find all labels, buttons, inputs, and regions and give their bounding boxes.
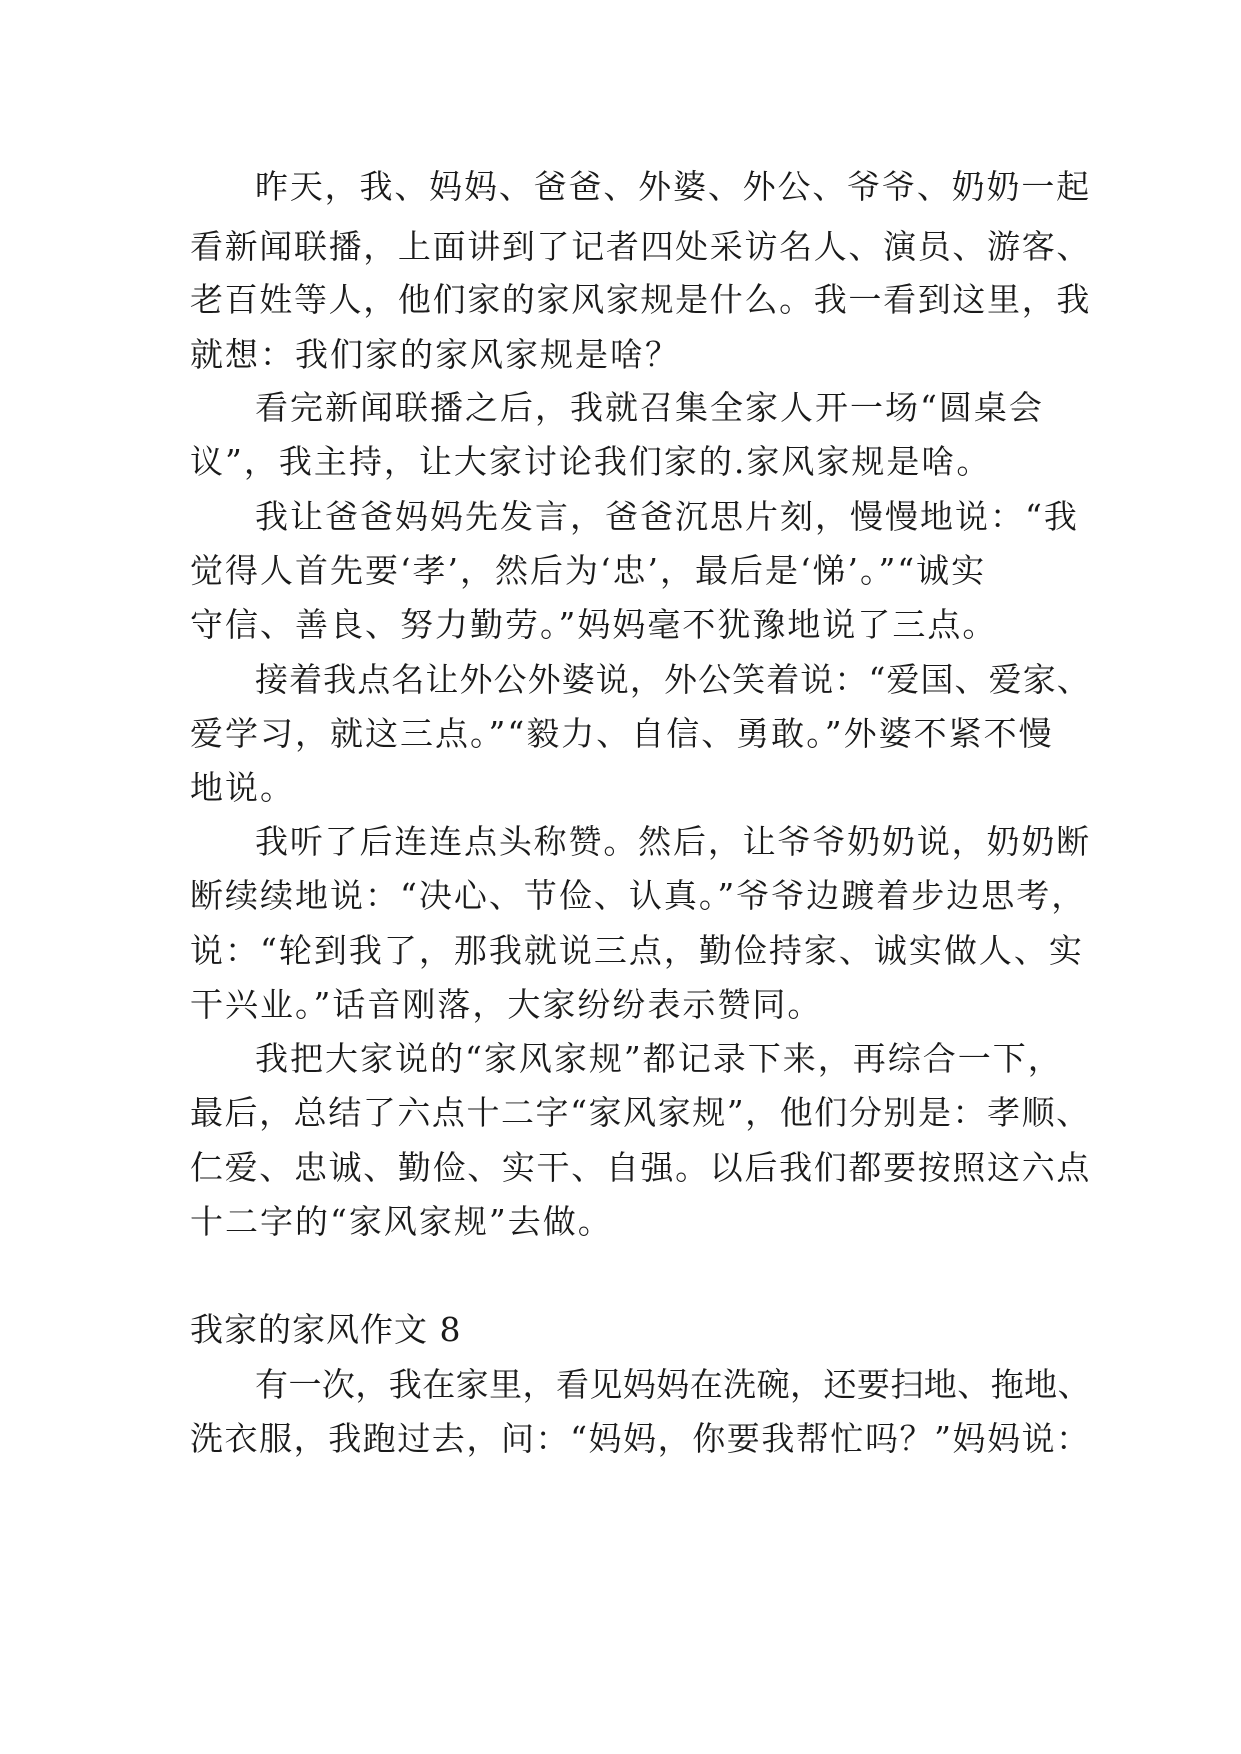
paragraph-4-line-2: 爱学习，就这三点。”“毅力、自信、勇敢。”外婆不紧不慢 xyxy=(190,714,1054,753)
paragraph-6-line-1: 我把大家说的“家风家规”都记录下来，再综合一下， xyxy=(255,1039,1063,1078)
paragraph-5-line-4: 干兴业。”话音刚落，大家纷纷表示赞同。 xyxy=(190,985,823,1024)
paragraph-4-line-1: 接着我点名让外公外婆说，外公笑着说：“爱国、爱家、 xyxy=(255,660,1091,699)
paragraph-5-line-3: 说：“轮到我了，那我就说三点，勤俭持家、诚实做人、实 xyxy=(190,931,1084,970)
paragraph-1-line-4: 就想：我们家的家风家规是啥？ xyxy=(190,335,680,374)
paragraph-1-line-3: 老百姓等人，他们家的家风家规是什么。我一看到这里，我 xyxy=(190,280,1091,319)
paragraph-4-line-3: 地说。 xyxy=(190,768,295,807)
section-title: 我家的家风作文 8 xyxy=(190,1310,462,1349)
paragraph-1-line-1: 昨天，我、妈妈、爸爸、外婆、外公、爷爷、奶奶一起 xyxy=(255,167,1091,206)
paragraph-2-line-2: 议”，我主持，让大家讨论我们家的.家风家规是啥。 xyxy=(190,442,992,481)
paragraph-6-line-2: 最后，总结了六点十二字“家风家规”，他们分别是：孝顺、 xyxy=(190,1093,1091,1132)
paragraph-3-line-3: 守信、善良、努力勤劳。”妈妈毫不犹豫地说了三点。 xyxy=(190,605,998,644)
paragraph-3-line-2: 觉得人首先要‘孝’，然后为‘忠’，最后是‘悌’。”“诚实 xyxy=(190,551,987,590)
paragraph-2-line-1: 看完新闻联播之后，我就召集全家人开一场“圆桌会 xyxy=(255,388,1044,427)
section-paragraph-1-line-2: 洗衣服，我跑过去，问：“妈妈，你要我帮忙吗？”妈妈说： xyxy=(190,1419,1091,1458)
section-paragraph-1-line-1: 有一次，我在家里，看见妈妈在洗碗，还要扫地、拖地、 xyxy=(255,1365,1091,1404)
paragraph-3-line-1: 我让爸爸妈妈先发言，爸爸沉思片刻，慢慢地说：“我 xyxy=(255,497,1079,536)
paragraph-6-line-4: 十二字的“家风家规”去做。 xyxy=(190,1202,613,1241)
paragraph-1-line-2: 看新闻联播，上面讲到了记者四处采访名人、演员、游客、 xyxy=(190,227,1091,266)
paragraph-5-line-2: 断续续地说：“决心、节俭、认真。”爷爷边踱着步边思考， xyxy=(190,876,1087,915)
paragraph-6-line-3: 仁爱、忠诚、勤俭、实干、自强。以后我们都要按照这六点 xyxy=(190,1148,1091,1187)
paragraph-5-line-1: 我听了后连连点头称赞。然后，让爷爷奶奶说，奶奶断 xyxy=(255,822,1091,861)
